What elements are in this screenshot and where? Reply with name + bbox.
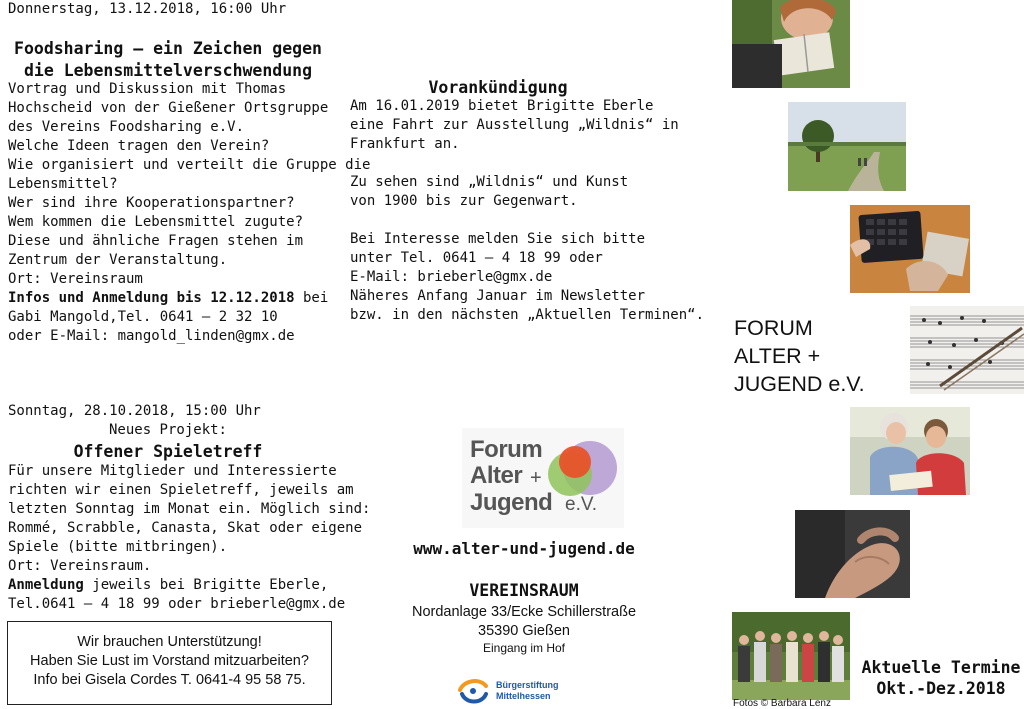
support-line: Wir brauchen Unterstützung! [77, 634, 262, 650]
event1-line: Diese und ähnliche Fragen stehen im [8, 233, 304, 249]
event1-line: Lebensmittel? [8, 176, 118, 192]
event1-line: Welche Ideen tragen den Verein? [8, 138, 270, 154]
announcement-line [350, 154, 704, 173]
event2-body [8, 462, 370, 614]
announcement-line: bzw. in den nächsten „Aktuellen Terminen“. [350, 307, 705, 323]
forum-logo [462, 428, 624, 528]
photo-grandmother-boy-icon [850, 407, 970, 495]
logo-plus: + [530, 467, 542, 489]
venue-title: VEREINSRAUM [469, 581, 579, 600]
announcement-line: Zu sehen sind „Wildnis“ und Kunst [350, 174, 629, 190]
event2-line: letzten Sonntag im Monat ein. Möglich sind: [8, 501, 371, 517]
forum-title-line: FORUM [734, 316, 813, 340]
announcement-line: Am 16.01.2019 bietet Brigitte Eberle [350, 98, 654, 114]
event2-anmeldung [8, 576, 370, 595]
photo-clasped-hands-icon [795, 510, 910, 598]
forum-title [734, 314, 865, 398]
photo-landscape-icon [788, 102, 906, 191]
event1-contact: oder E-Mail: mangold_linden@gmx.de [8, 328, 295, 344]
event1-line: Zentrum der Veranstaltung. [8, 252, 228, 268]
photo-group [732, 612, 850, 700]
event1-line: Wie organisiert und verteilt die Gruppe die [8, 157, 371, 173]
event2-date: Sonntag, 28.10.2018, 15:00 Uhr [8, 403, 261, 419]
forum-title-line: ALTER + [734, 344, 821, 368]
support-line: Haben Sie Lust im Vorstand mitzuarbeiten? [30, 653, 309, 669]
sponsor-swirl-icon [456, 676, 490, 706]
photo-sheet-music [910, 306, 1024, 394]
announcement-body [350, 97, 704, 325]
event1-line: Wem kommen die Lebensmittel zugute? [8, 214, 304, 230]
announcement-line: Frankfurt an. [350, 136, 460, 152]
logo-ev: e.V. [565, 494, 598, 515]
venue-city: 35390 Gießen [478, 623, 570, 639]
support-box [7, 621, 332, 705]
support-line: Info bei Gisela Cordes T. 0641-4 95 58 75. [33, 672, 306, 688]
footer-line2: Okt.-Dez.2018 [876, 679, 1006, 698]
logo-alter: Alter [470, 462, 523, 489]
event2-line: Rommé, Scrabble, Canasta, Skat oder eigene [8, 520, 363, 536]
photo-keyboard [850, 205, 970, 293]
announcement-line: Bei Interesse melden Sie sich bitte [350, 231, 646, 247]
announcement-title: Vorankündigung [428, 78, 568, 97]
website-link[interactable]: www.alter-und-jugend.de [413, 539, 635, 558]
photo-clasped-hands [795, 510, 910, 598]
photo-keyboard-icon [850, 205, 970, 293]
photo-landscape [788, 102, 906, 191]
photo-woman-reading [732, 0, 850, 88]
announcement-line [350, 211, 704, 230]
event1-title-line2: die Lebensmittelverschwendung [23, 61, 313, 80]
photo-group-icon [732, 612, 850, 700]
event2-contact: Tel.0641 – 4 18 99 oder brieberle@gmx.de [8, 596, 346, 612]
event2-line: Ort: Vereinsraum. [8, 558, 152, 574]
event1-infos-rest: bei [294, 290, 329, 306]
photo-grandmother-boy [850, 407, 970, 495]
event2-line: Spiele (bitte mitbringen). [8, 539, 228, 555]
logo-jugend: Jugend [470, 489, 553, 516]
announcement-line: unter Tel. 0641 – 4 18 99 oder [350, 250, 603, 266]
event1-contact: Gabi Mangold,Tel. 0641 – 2 32 10 [8, 309, 278, 325]
announcement-line: E-Mail: brieberle@gmx.de [350, 269, 553, 285]
forum-title-line: JUGEND e.V. [734, 372, 865, 396]
footer-title [858, 657, 1024, 699]
event1-line: Ort: Vereinsraum [8, 271, 143, 287]
photo-credit: Fotos © Barbara Lenz [733, 698, 831, 709]
announcement-line: Näheres Anfang Januar im Newsletter [350, 288, 646, 304]
event1-line: des Vereins Foodsharing e.V. [8, 119, 245, 135]
photo-woman-reading-icon [732, 0, 850, 88]
event2-line: richten wir einen Spieletreff, jeweils am [8, 482, 354, 498]
event1-date: Donnerstag, 13.12.2018, 16:00 Uhr [8, 1, 287, 17]
announcement-line: eine Fahrt zur Ausstellung „Wildnis“ in [350, 117, 679, 133]
event1-line: Hochscheid von der Gießener Ortsgruppe [8, 100, 329, 116]
event1-line: Wer sind ihre Kooperationspartner? [8, 195, 295, 211]
announcement-line: von 1900 bis zur Gegenwart. [350, 193, 578, 209]
event2-line: Für unsere Mitglieder und Interessierte [8, 463, 337, 479]
event1-body [8, 80, 370, 346]
event1-title-line1: Foodsharing – ein Zeichen gegen [14, 39, 322, 58]
event2-title: Offener Spieletreff [73, 442, 263, 461]
event1-infos-bold: Infos und Anmeldung bis 12.12.2018 [8, 290, 295, 306]
footer-line1: Aktuelle Termine [861, 658, 1021, 677]
event2-subtitle: Neues Projekt: [108, 422, 227, 438]
sponsor-line2: Mittelhessen [496, 691, 551, 701]
sponsor-logo [456, 676, 566, 706]
event1-infos [8, 289, 370, 308]
sponsor-line1: Bürgerstiftung [496, 680, 559, 690]
venue-entrance: Eingang im Hof [482, 641, 566, 655]
logo-forum: Forum [470, 436, 543, 463]
event2-anmeldung-bold: Anmeldung [8, 577, 84, 593]
photo-sheet-music-icon [910, 306, 1024, 394]
event1-line: Vortrag und Diskussion mit Thomas [8, 81, 287, 97]
venue-address: Nordanlage 33/Ecke Schillerstraße [411, 604, 637, 620]
event2-anmeldung-rest: jeweils bei Brigitte Eberle, [83, 577, 329, 593]
